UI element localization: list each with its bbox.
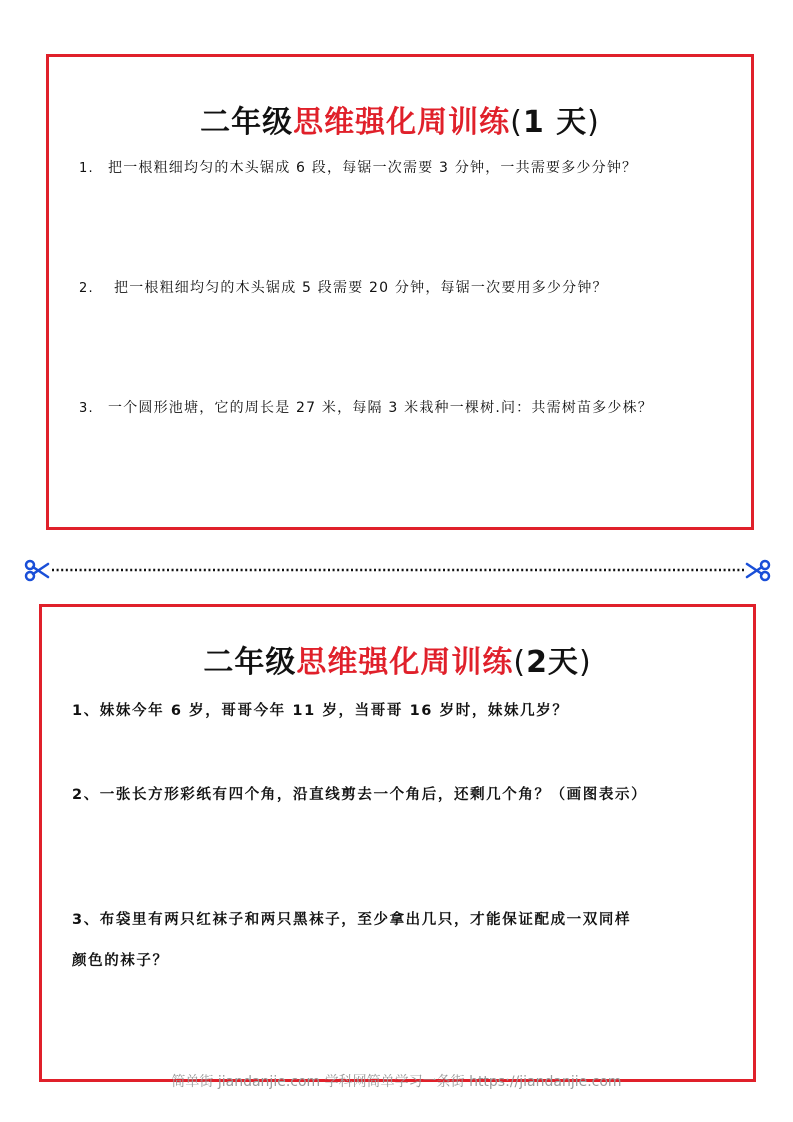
- day1-title-highlight: 思维强化周训练: [293, 105, 511, 140]
- day2-question-1: 1、妹妹今年 6 岁，哥哥今年 11 岁，当哥哥 16 岁时，妹妹几岁？: [72, 703, 569, 719]
- cut-line-divider: [0, 555, 793, 585]
- question-text: 一个圆形池塘，它的周长是 27 米，每隔 3 米栽种一棵树.问：共需树苗多少株？: [108, 400, 653, 416]
- day1-title-prefix: 二年级: [200, 105, 294, 140]
- day1-title: [49, 97, 751, 141]
- scissors-left-icon: [26, 561, 48, 580]
- day2-title: [42, 637, 753, 681]
- question-number: 2.: [79, 281, 94, 296]
- day2-title-open-paren: (: [513, 645, 527, 680]
- day1-question-2: [79, 277, 608, 297]
- day1-title-open-paren: (: [510, 105, 523, 140]
- day1-title-close-paren: ): [587, 105, 600, 140]
- question-number: 3.: [79, 401, 94, 416]
- question-number: 1.: [79, 161, 94, 176]
- day2-title-close-paren: ): [578, 645, 592, 680]
- day2-question-3: 3、布袋里有两只红袜子和两只黑袜子，至少拿出几只，才能保证配成一双同样: [72, 912, 632, 928]
- day2-title-highlight: 思维强化周训练: [296, 645, 514, 680]
- question-text: 把一根粗细均匀的木头锯成 6 段，每锯一次需要 3 分钟，一共需要多少分钟？: [108, 160, 638, 176]
- footer-watermark: 简单街 jiandanjie.com 学科网简单学习一条街 https://jiandanjie.com: [171, 1074, 622, 1090]
- day2-question-2: 2、一张长方形彩纸有四个角，沿直线剪去一个角后，还剩几个角？（画图表示）: [72, 787, 648, 803]
- day2-title-day: 2天: [526, 645, 579, 680]
- scissors-right-icon: [747, 561, 769, 580]
- day2-question-3-continued: 颜色的袜子？: [72, 953, 169, 969]
- day1-question-3: [79, 397, 653, 417]
- day1-card: [46, 54, 754, 530]
- day1-question-1: [79, 157, 637, 177]
- day2-title-prefix: 二年级: [203, 645, 297, 680]
- day2-card: [39, 604, 756, 1082]
- day1-title-day: 1 天: [522, 105, 588, 140]
- question-text: 把一根粗细均匀的木头锯成 5 段需要 20 分钟，每锯一次要用多少分钟？: [114, 280, 608, 296]
